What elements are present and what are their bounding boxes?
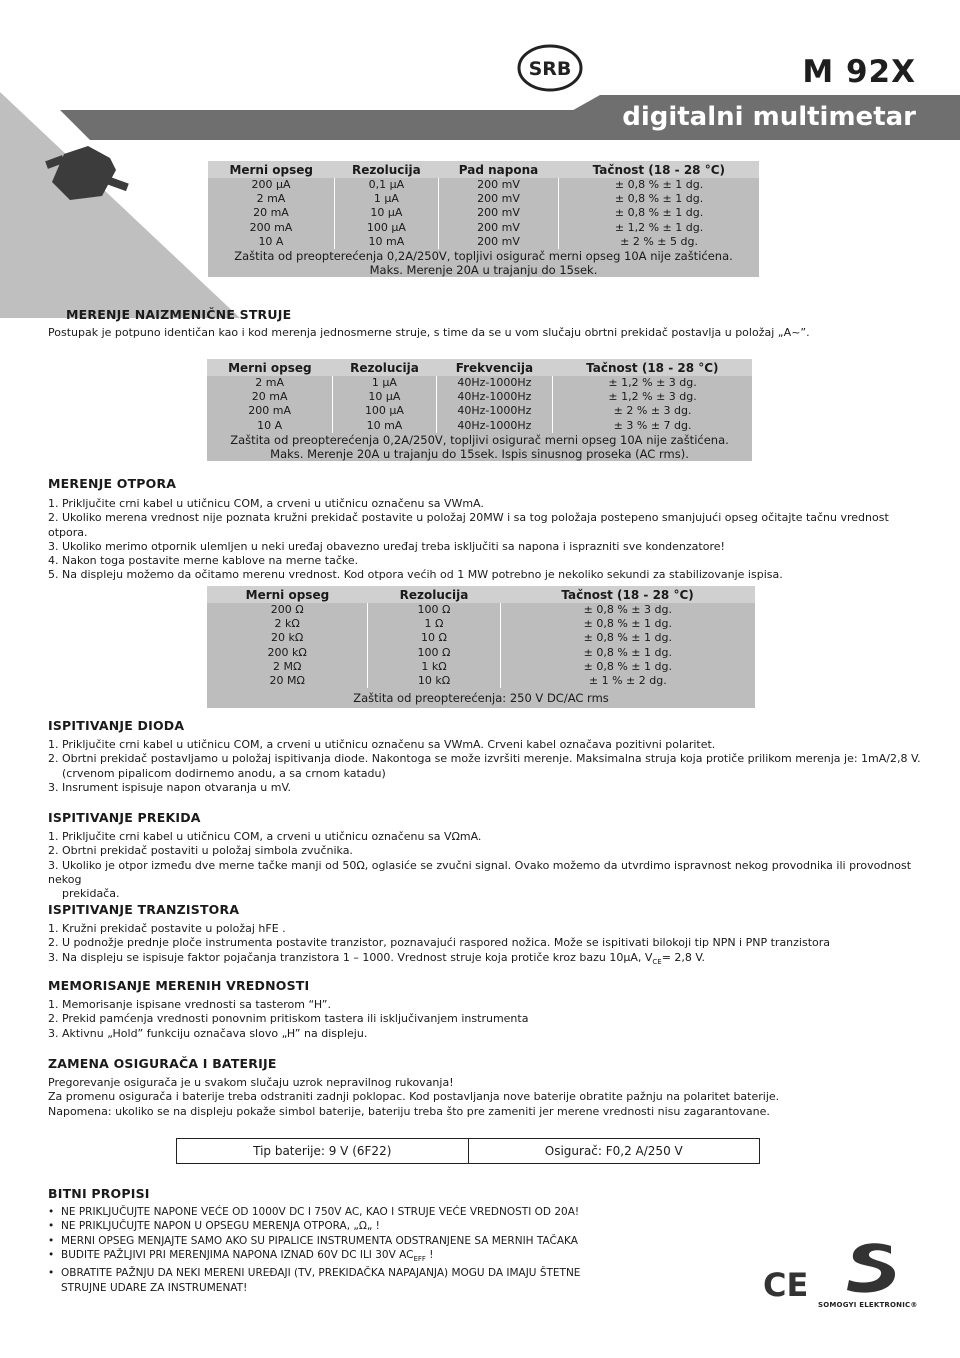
- svg-text:SRB: SRB: [528, 58, 572, 80]
- table-cell: 10 kΩ: [368, 674, 500, 688]
- table-cell: 200 mA: [207, 404, 333, 418]
- list-item: 3. Insrument ispisuje napon otvaranja u mV.: [48, 780, 292, 794]
- table-header: Pad napona: [438, 161, 558, 178]
- table-row: [207, 603, 755, 617]
- table-header: Rezolucija: [368, 586, 500, 603]
- table-header: Merni opseg: [207, 359, 333, 376]
- table-cell: 40Hz-1000Hz: [436, 419, 553, 433]
- list-item-text: !: [425, 1248, 434, 1261]
- diode-steps: [48, 738, 928, 795]
- list-item: 1. Memorisanje ispisane vrednosti sa tasterom “H”.: [48, 998, 331, 1011]
- table-row: [207, 419, 752, 433]
- table-cell: 200 µA: [208, 178, 334, 192]
- somogyi-logo-icon: [843, 1240, 903, 1294]
- table-cell: 2 MΩ: [207, 660, 368, 674]
- table-header: Tačnost (18 - 28 °C): [559, 161, 759, 178]
- list-item: 4. Nakon toga postavite merne kablove na merne tačke.: [48, 554, 359, 568]
- list-item-text: STRUJNE UDARE ZA INSTRUMENAT!: [61, 1281, 248, 1294]
- table-row: [208, 221, 759, 235]
- table-cell: 200 mV: [438, 235, 558, 249]
- company-name: SOMOGYI ELEKTRONIC®: [818, 1301, 918, 1309]
- table-cell: 100 Ω: [368, 646, 500, 660]
- table-row: [207, 660, 755, 674]
- resistance-steps: [48, 497, 928, 583]
- table-note: Zaštita od preopterećenja: 250 V DC/AC rms: [207, 688, 755, 708]
- battery-type: Tip baterije: 9 V (6F22): [177, 1139, 469, 1163]
- table-row: [207, 631, 755, 645]
- table-cell: 10 A: [207, 419, 333, 433]
- list-item: 1. Priključite crni kabel u utičnicu COM, a crveni u utičnicu označenu sa VΩmA.: [48, 830, 482, 843]
- list-item: 3. Ukoliko merimo otpornik ulemljen u neki uređaj obavezno uređaj treba isključiti sa napona i isprazniti sve kondenzatore!: [48, 539, 725, 553]
- table-header: Merni opseg: [208, 161, 334, 178]
- table-cell: 1 µA: [333, 376, 436, 390]
- table-header: Rezolucija: [334, 161, 438, 178]
- table-cell: ± 0,8 % ± 1 dg.: [559, 206, 759, 220]
- list-item: 2. Obrtni prekidač postaviti u položaj simbola zvučnika.: [48, 844, 353, 858]
- list-item: 5. Na displeju možemo da očitamo merenu vrednost. Kod otpora većih od 1 MW potrebno je nekoliko sekundi za stabilizovanje ispisa.: [48, 568, 783, 582]
- section-title-diode: ISPITIVANJE DIODA: [48, 718, 185, 733]
- table-cell: 200 kΩ: [207, 646, 368, 660]
- continuity-steps: [48, 830, 928, 901]
- list-item: 2. Obrtni prekidač postavljamo u položaj ispitivanja diode. Nakontoga se može izvršiti merenje. Maksimalna struja koja protiče prilikom merenja je: 1mA/2,8 V.: [48, 752, 921, 766]
- model-number: M 92X: [802, 54, 916, 90]
- table-header: Tačnost (18 - 28 °C): [553, 359, 752, 376]
- section-title-fuse: ZAMENA OSIGURAČA I BATERIJE: [48, 1056, 277, 1071]
- list-item-text: BUDITE PAŽLJIVI PRI MERENJIMA NAPONA IZNAD 60V DC ILI 30V AC: [61, 1248, 414, 1261]
- list-item: (crvenom pipalicom dodirnemo anodu, a sa crnom katadu): [62, 766, 386, 780]
- table-cell: 100 µA: [334, 221, 438, 235]
- paragraph-line: Pregorevanje osigurača je u svakom slučaju uzrok nepravilnog rukovanja!: [48, 1076, 454, 1089]
- fuse-type: Osigurač: F0,2 A/250 V: [544, 1144, 683, 1158]
- table-cell: 10 mA: [333, 419, 436, 433]
- list-item: 1. Priključite crni kabel u utičnicu COM, a crveni u utičnicu označenu sa VWmA.: [48, 497, 484, 510]
- table-cell: 20 kΩ: [207, 631, 368, 645]
- section-title-continuity: ISPITIVANJE PREKIDA: [48, 810, 201, 825]
- table-cell: 1 kΩ: [368, 660, 500, 674]
- list-item: 1. Priključite crni kabel u utičnicu COM, a crveni u utičnicu označenu sa VWmA. Crveni kabel označava pozitivni polaritet.: [48, 738, 716, 751]
- subscript: EFF: [413, 1254, 426, 1263]
- table-header: Frekvencija: [436, 359, 553, 376]
- ac-current-table: [207, 359, 752, 461]
- table-cell: 40Hz-1000Hz: [436, 404, 553, 418]
- list-item: • NE PRIKLJUČUJTE NAPONE VEĆE OD 1000V DC I 750V AC, KAO I STRUJE VEĆE VREDNOSTI OD 20A!: [48, 1205, 748, 1219]
- table-cell: ± 2 % ± 5 dg.: [559, 235, 759, 249]
- subscript: CE: [652, 957, 662, 966]
- table-cell: 200 mV: [438, 206, 558, 220]
- table-header: Rezolucija: [333, 359, 436, 376]
- list-item: 2. U podnožje prednje ploče instrumenta postavite tranzistor, poznavajući raspored nožica. Može se ispitivati bilokoji tip NPN i PNP tranzistora: [48, 936, 831, 950]
- table-cell: ± 2 % ± 3 dg.: [553, 404, 752, 418]
- section-title-memory: MEMORISANJE MERENIH VREDNOSTI: [48, 978, 310, 993]
- paragraph-line: Za promenu osigurača i baterije treba odstraniti zadnji poklopac. Kod postavljanja nove baterije obratite pažnju na polaritet baterije.: [48, 1090, 780, 1104]
- table-cell: 1 Ω: [368, 617, 500, 631]
- table-row: [207, 646, 755, 660]
- table-cell: 200 mV: [438, 178, 558, 192]
- plug-icon: [44, 140, 130, 206]
- table-cell: 2 kΩ: [207, 617, 368, 631]
- srb-logo: [517, 44, 583, 92]
- ce-mark: CE: [763, 1266, 809, 1304]
- table-cell: ± 0,8 % ± 1 dg.: [500, 631, 755, 645]
- table-row: [207, 674, 755, 688]
- list-item: [48, 951, 928, 969]
- table-row: [208, 178, 759, 192]
- table-cell: ± 1 % ± 2 dg.: [500, 674, 755, 688]
- list-item: • NE PRIKLJUČUJTE NAPON U OPSEGU MERENJA OTPORA, „Ω„ !: [48, 1219, 748, 1233]
- memory-steps: [48, 998, 928, 1041]
- table-cell: 0,1 µA: [334, 178, 438, 192]
- table-cell: 40Hz-1000Hz: [436, 376, 553, 390]
- table-cell: ± 0,8 % ± 3 dg.: [500, 603, 755, 617]
- section-title-rules: BITNI PROPISI: [48, 1186, 150, 1201]
- table-cell: ± 0,8 % ± 1 dg.: [500, 660, 755, 674]
- resistance-table: [207, 586, 755, 708]
- rules-list: [48, 1205, 748, 1295]
- table-cell: 200 mV: [438, 221, 558, 235]
- list-item: prekidača.: [62, 887, 120, 901]
- list-item: • MERNI OPSEG MENJAJTE SAMO AKO SU PIPALICE INSTRUMENTA ODSTRANJENE SA MERNIH TAČAKA: [48, 1234, 748, 1248]
- list-item: 3. Ukoliko je otpor između dve merne tačke manji od 50Ω, oglasiće se zvučni signal. Ovako možemo da utvrdimo ispravnost nekog provodnika ili provodnost nekog: [48, 858, 912, 886]
- table-cell: ± 1,2 % ± 1 dg.: [559, 221, 759, 235]
- table-cell: 10 Ω: [368, 631, 500, 645]
- table-cell: ± 0,8 % ± 1 dg.: [559, 192, 759, 206]
- table-row: [207, 617, 755, 631]
- list-item-text: = 2,8 V.: [661, 950, 706, 964]
- table-note: Zaštita od preopterećenja 0,2A/250V, topljivi osigurač merni opseg 10A nije zaštićena.: [208, 249, 759, 263]
- dc-current-table: [208, 161, 759, 277]
- list-item: 3. Aktivnu „Hold” funkciju označava slovo „H” na displeju.: [48, 1026, 368, 1040]
- table-cell: ± 3 % ± 7 dg.: [553, 419, 752, 433]
- list-item: 2. Ukoliko merena vrednost nije poznata kružni prekidač postavite u položaj 20MW i sa tog položaja postepeno smanjujući opseg očitajte tačnu vrednost otpora.: [48, 511, 889, 539]
- product-title: digitalni multimetar: [622, 102, 916, 132]
- table-cell: 2 mA: [207, 376, 333, 390]
- table-note: Maks. Merenje 20A u trajanju do 15sek.: [208, 263, 759, 277]
- list-item: [48, 1248, 748, 1266]
- battery-fuse-box: [176, 1138, 760, 1164]
- table-cell: 10 A: [208, 235, 334, 249]
- table-cell: 10 mA: [334, 235, 438, 249]
- table-cell: ± 0,8 % ± 1 dg.: [500, 617, 755, 631]
- table-cell: 100 Ω: [368, 603, 500, 617]
- section-title-resistance: MERENJE OTPORA: [48, 476, 177, 491]
- table-cell: 20 MΩ: [207, 674, 368, 688]
- table-header: Tačnost (18 - 28 °C): [500, 586, 755, 603]
- table-cell: 200 mV: [438, 192, 558, 206]
- table-cell: 1 µA: [334, 192, 438, 206]
- table-row: [207, 390, 752, 404]
- table-cell: ± 0,8 % ± 1 dg.: [500, 646, 755, 660]
- list-item-text: 3. Na displeju se ispisuje faktor pojačanja tranzistora 1 – 1000. Vrednost struje koja protiče kroz bazu 10µA, V: [48, 950, 653, 964]
- section-title-transistor: ISPITIVANJE TRANZISTORA: [48, 902, 240, 917]
- table-row: [208, 235, 759, 249]
- table-cell: 20 mA: [207, 390, 333, 404]
- table-note: Zaštita od preopterećenja 0,2A/250V, topljivi osigurač merni opseg 10A nije zaštićena.: [207, 433, 752, 447]
- table-cell: ± 0,8 % ± 1 dg.: [559, 178, 759, 192]
- table-row: [208, 192, 759, 206]
- table-cell: 100 µA: [333, 404, 436, 418]
- section-title-ac-current: MERENJE NAIZMENIČNE STRUJE: [66, 307, 292, 322]
- list-item-text: OBRATITE PAŽNJU DA NEKI MERENI UREĐAJI (TV, PREKIDAČKA NAPAJANJA) MOGU DA IMAJU ŠTETNE: [61, 1267, 581, 1280]
- table-row: [208, 206, 759, 220]
- table-header: Merni opseg: [207, 586, 368, 603]
- list-item: [48, 1266, 748, 1295]
- table-cell: 200 Ω: [207, 603, 368, 617]
- table-cell: 40Hz-1000Hz: [436, 390, 553, 404]
- table-row: [207, 376, 752, 390]
- list-item: 2. Prekid pamćenja vrednosti ponovnim pritiskom tastera ili isključivanjem instrumenta: [48, 1012, 529, 1026]
- table-cell: 10 µA: [334, 206, 438, 220]
- table-row: [207, 404, 752, 418]
- table-cell: ± 1,2 % ± 3 dg.: [553, 390, 752, 404]
- list-item: 1. Kružni prekidač postavite u položaj hFE .: [48, 922, 286, 935]
- fuse-text: [48, 1076, 928, 1119]
- table-note: Maks. Merenje 20A u trajanju do 15sek. Ispis sinusnog proseka (AC rms).: [207, 447, 752, 461]
- table-cell: 2 mA: [208, 192, 334, 206]
- table-cell: 10 µA: [333, 390, 436, 404]
- table-cell: ± 1,2 % ± 3 dg.: [553, 376, 752, 390]
- paragraph-line: Napomena: ukoliko se na displeju pokaže simbol baterije, bateriju treba što pre zameniti jer merene vrednosti nisu zagarantovane.: [48, 1104, 770, 1118]
- ac-current-text: Postupak je potpuno identičan kao i kod merenja jednosmerne struje, s time da se u vom slučaju obrtni prekidač postavlja u položaj „A~”.: [48, 326, 810, 339]
- table-cell: 20 mA: [208, 206, 334, 220]
- table-cell: 200 mA: [208, 221, 334, 235]
- transistor-steps: [48, 922, 928, 969]
